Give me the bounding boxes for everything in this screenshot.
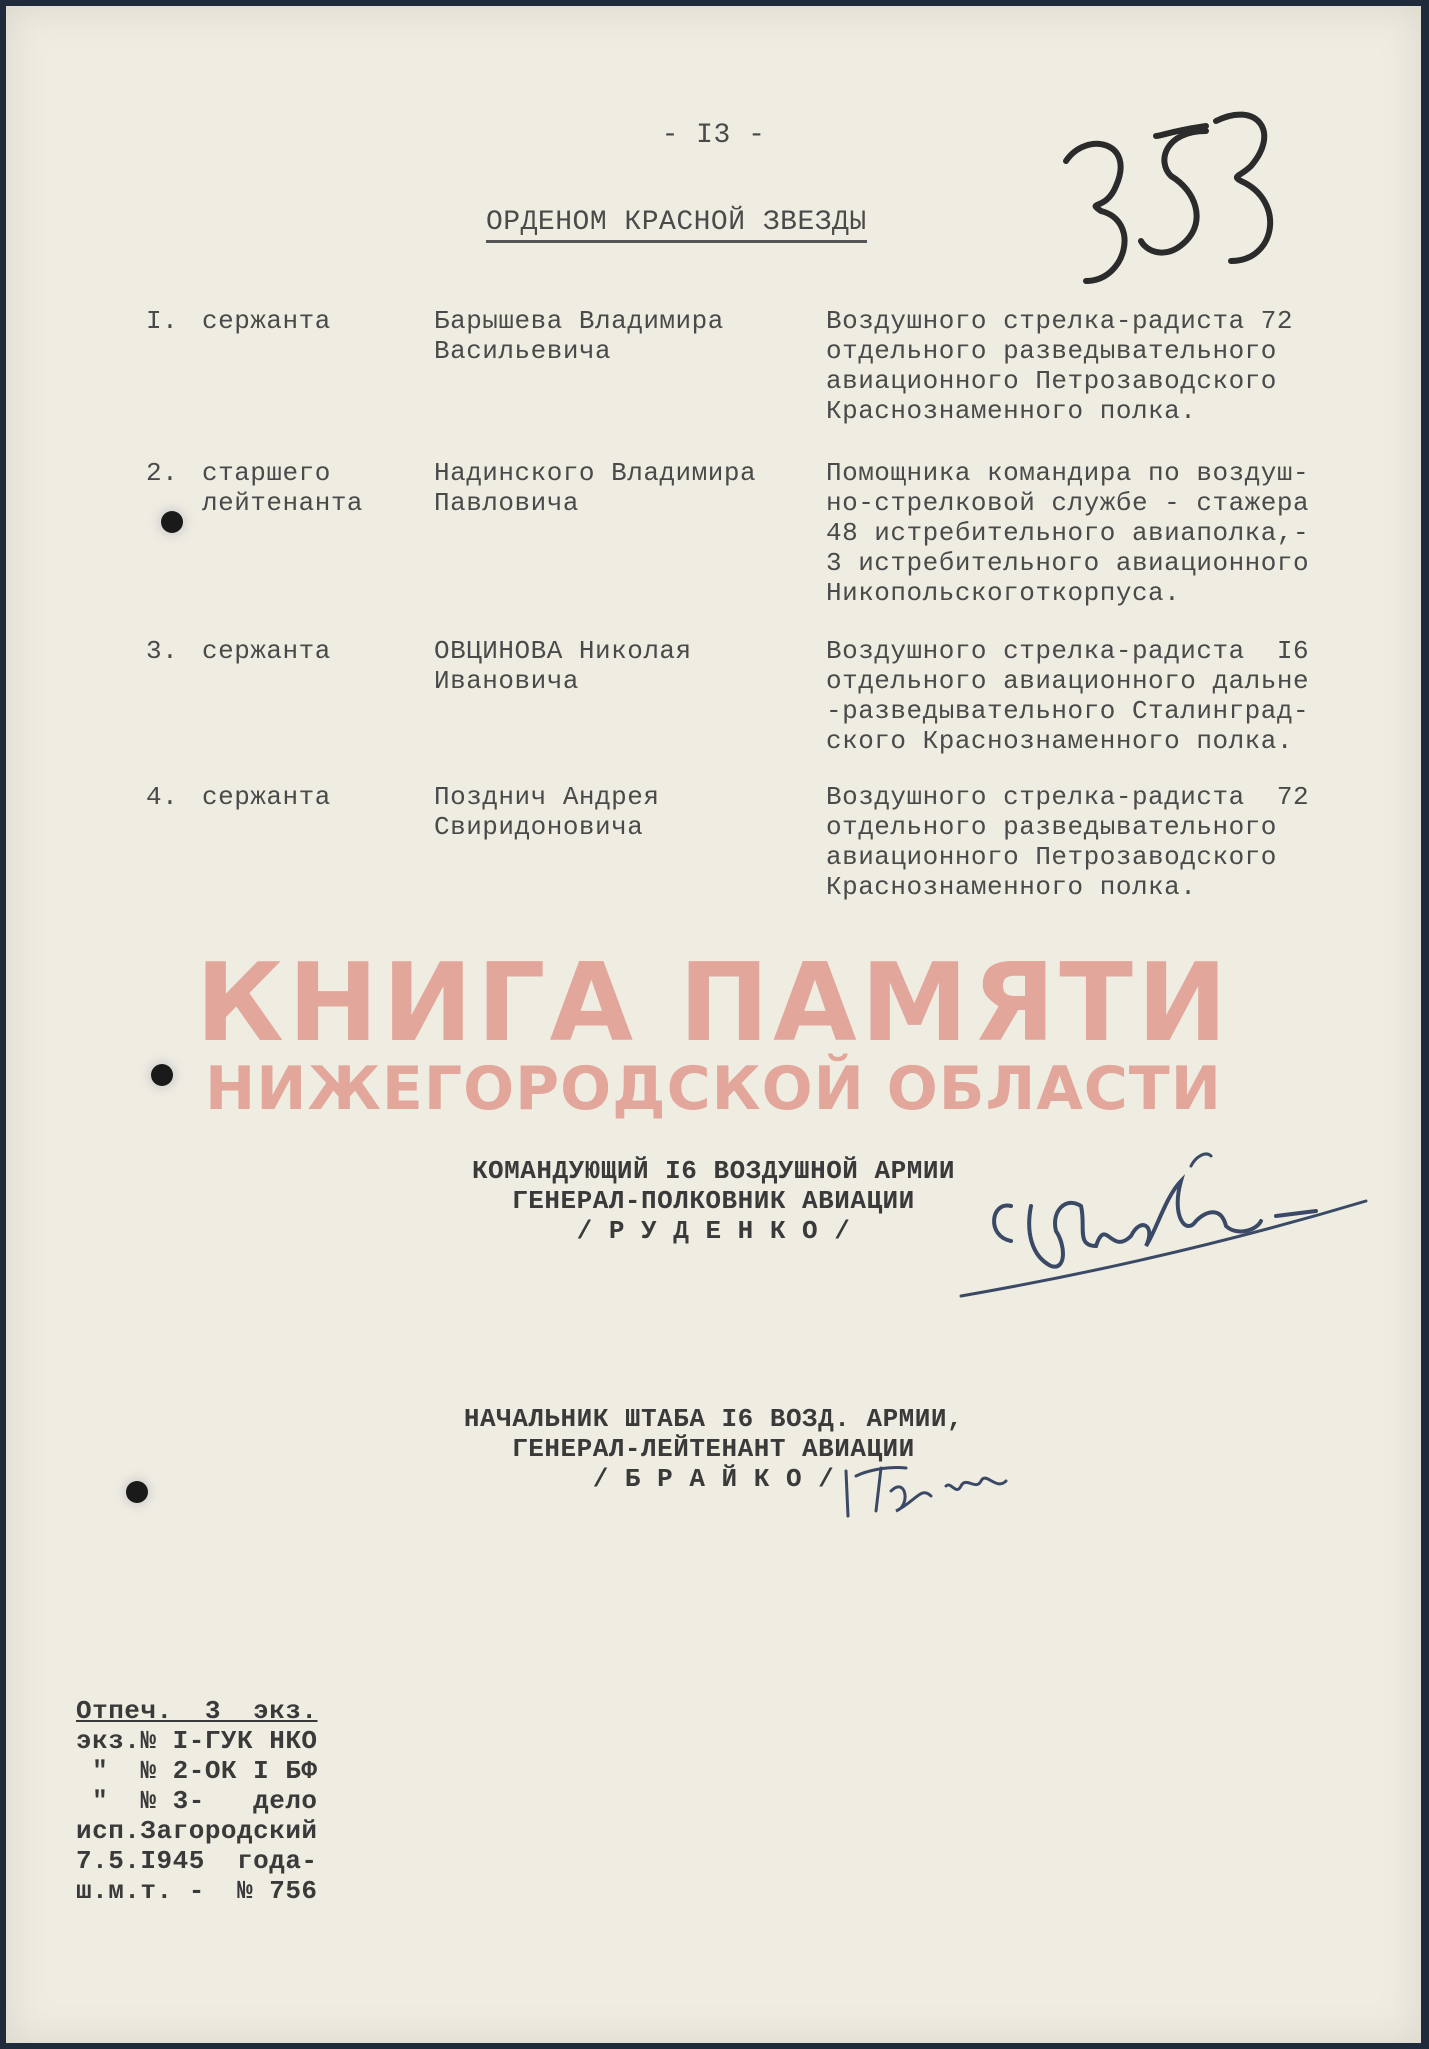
footer-line: 7.5.I945 года-	[76, 1846, 318, 1876]
signature-block-chief-of-staff	[6, 1404, 1421, 1494]
entry-description: отдельного разведывательного	[826, 812, 1277, 842]
entry-rank: сержанта	[202, 306, 331, 336]
entry-rank: сержанта	[202, 782, 331, 812]
entry-number: 3.	[146, 636, 179, 666]
entry-description: авиационного Петрозаводского	[826, 842, 1277, 872]
entry-rank: сержанта	[202, 636, 331, 666]
entry-name: ОВЦИНОВА Николая	[434, 636, 692, 666]
handwritten-signature-braiko	[836, 1446, 1036, 1536]
entry-name: Ивановича	[434, 666, 579, 696]
signature-title: НАЧАЛЬНИК ШТАБА I6 ВОЗД. АРМИИ,	[463, 1404, 964, 1434]
footer-line: " № 2-ОК I БФ	[76, 1756, 318, 1786]
page-number: - I3 -	[661, 120, 766, 151]
footer-line: исп.Загородский	[76, 1816, 318, 1846]
entry-name: Позднич Андрея	[434, 782, 660, 812]
entry-number: I.	[146, 306, 179, 336]
entry-name: Васильевича	[434, 336, 612, 366]
entry-number: 2.	[146, 458, 179, 488]
punch-hole	[161, 511, 183, 533]
entry-description: авиационного Петрозаводского	[826, 366, 1277, 396]
signature-name: / Б Р А Й К О /	[592, 1464, 835, 1494]
footer-line: Отпеч. 3 экз.	[76, 1696, 318, 1726]
entry-number: 4.	[146, 782, 179, 812]
document-page	[6, 6, 1421, 2043]
footer-line: ш.м.т. - № 756	[76, 1876, 318, 1906]
section-heading: ОРДЕНОМ КРАСНОЙ ЗВЕЗДЫ	[486, 208, 867, 243]
watermark-title: КНИГА ПАМЯТИ	[195, 941, 1232, 1066]
entry-description: Воздушного стрелка-радиста 72	[826, 306, 1293, 336]
entry-description: 48 истребительного авиаполка,-	[826, 518, 1310, 548]
footer-line: экз.№ I-ГУК НКО	[76, 1726, 318, 1756]
signature-title: ГЕНЕРАЛ-ЛЕЙТЕНАНТ АВИАЦИИ	[512, 1434, 915, 1464]
entry-description: Помощника командира по воздуш-	[826, 458, 1310, 488]
footer-distribution-list	[76, 1696, 318, 1906]
entry-rank: лейтенанта	[202, 488, 364, 518]
entry-description: Краснознаменного полка.	[826, 872, 1197, 902]
entry-description: Краснознаменного полка.	[826, 396, 1197, 426]
signature-title: ГЕНЕРАЛ-ПОЛКОВНИК АВИАЦИИ	[512, 1186, 915, 1216]
entry-name: Надинского Владимира	[434, 458, 757, 488]
entry-description: отдельного авиационного дальне	[826, 666, 1310, 696]
entry-description: -разведывательного Сталинград-	[826, 696, 1310, 726]
punch-hole	[151, 1064, 173, 1086]
entry-description: но-стрелковой службе - стажера	[826, 488, 1310, 518]
handwritten-signature-rudenko	[956, 1136, 1376, 1306]
entry-name: Свиридоновича	[434, 812, 644, 842]
handwritten-archive-number	[1046, 91, 1286, 301]
entry-description: 3 истребительного авиационного	[826, 548, 1310, 578]
entry-description: отдельного разведывательного	[826, 336, 1277, 366]
footer-line: " № 3- дело	[76, 1786, 318, 1816]
entry-description: ского Краснознаменного полка.	[826, 726, 1293, 756]
entry-description: Воздушного стрелка-радиста I6	[826, 636, 1310, 666]
signature-title: КОМАНДУЮЩИЙ I6 ВОЗДУШНОЙ АРМИИ	[471, 1156, 956, 1186]
signature-name: / Р У Д Е Н К О /	[576, 1216, 851, 1246]
entry-rank: старшего	[202, 458, 331, 488]
entry-name: Барышева Владимира	[434, 306, 724, 336]
entry-description: Воздушного стрелка-радиста 72	[826, 782, 1310, 812]
entry-description: Никопольскоготкорпуса.	[826, 578, 1181, 608]
watermark-subtitle: НИЖЕГОРОДСКОЙ ОБЛАСТИ	[205, 1054, 1222, 1124]
entry-name: Павловича	[434, 488, 579, 518]
